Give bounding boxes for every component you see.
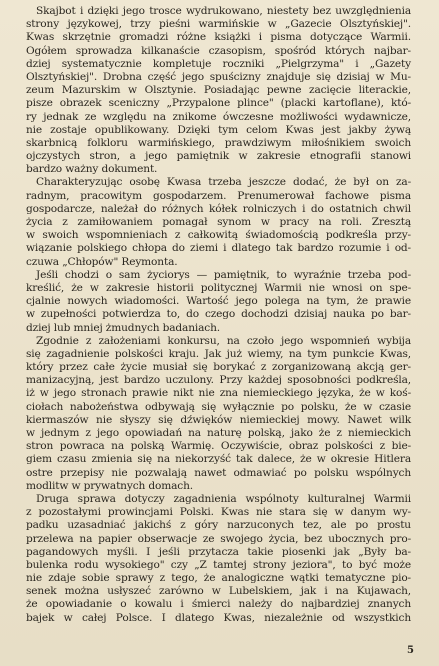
text-line: Olsztyńskiej". Drobna część jego spuścizny znajduje się dzisiaj w Mu-: [26, 70, 411, 83]
text-line: nie zostaje opublikowany. Dzięki tym celom Kwas jest jakby żywą: [26, 123, 411, 136]
text-line: kreślić, że w zakresie historii politycznej Warmii nie wnosi on spe-: [26, 281, 411, 294]
text-line: bulenka rodu wysokiego" czy „Z tamtej strony jeziora", to być może: [26, 558, 411, 571]
page-number: 5: [407, 645, 414, 656]
text-line: życia z zamiłowaniem pomagał synom w pracy na roli. Zresztą: [26, 216, 411, 228]
text-line: w swoich wspomnieniach z całkowitą świadomością podkreśla przy-: [26, 229, 411, 242]
text-line: stron powraca na polską Warmię. Oczywiście, obraz polskości z bie-: [26, 440, 411, 453]
text-line: Zgodnie z założeniami konkursu, na czoło jego wspomnień wybija: [36, 334, 411, 347]
text-line: nie zdaje sobie sprawy z tego, że analogiczne wątki tematyczne pio-: [26, 572, 411, 585]
text-line: radnym, pracowitym gospodarzem. Prenumerował fachowe pisma: [26, 189, 411, 202]
text-line: iż w jego stronach prawie nikt nie zna niemieckiego języka, że w koś-: [26, 387, 411, 400]
text-line: gospodarcze, należał do różnych kółek rolniczych i do ostatnich chwil: [26, 202, 411, 215]
paragraph: [26, 5, 411, 176]
text-line: pagandowych myśli. I jeśli przytacza takie piosenki jak „Były ba-: [26, 545, 411, 558]
text-line: Ogółem sprowadza kilkanaście czasopism, spośród których najbar-: [26, 44, 411, 57]
text-line: padku uzasadniać jakichś z góry narzuconych tez, ale po prostu: [26, 519, 411, 532]
text-line: w zupełności potwierdza to, do czego dochodzi dzisiaj nauka po bar-: [26, 308, 411, 321]
text-line: z pozostałymi prowincjami Polski. Kwas nie stara się w danym wy-: [26, 506, 411, 519]
text-line: w jednym z jego opowiadań na naturę polską, jako że z niemieckich: [26, 427, 411, 439]
paragraph: [26, 493, 411, 625]
text-line: czuwa „Chłopów" Reymonta.: [26, 255, 178, 268]
text-line: cjalnie nowych wiadomości. Wartość jego polega na tym, że prawie: [26, 295, 411, 308]
text-line: ostre przepisy nie pozwalają nawet odmawiać po polsku wspólnych: [26, 466, 411, 479]
text-line: pisze obrazek sceniczny „Przypalone plince" (placki kartoflane), któ-: [26, 97, 411, 110]
text-line: ciołach nabożeństwa odbywają się wyłącznie po polsku, że w czasie: [26, 400, 411, 413]
text-line: skarbnicą folkloru warmińskiego, prawdziwym miłośnikiem swoich: [26, 136, 411, 149]
text-line: ojczystych stron, a jego pamiętnik w zakresie etnografii stanowi: [26, 150, 411, 163]
text-line: który przez całe życie musiał się borykać z zorganizowaną akcją ger-: [26, 361, 411, 374]
text-line: kiermaszów nie słyszy się dźwięków niemieckiej mowy. Nawet wilk: [26, 413, 411, 426]
text-line: manizacyjną, jest bardzo uczulony. Przy każdej sposobności podkreśla,: [26, 374, 411, 387]
text-line: modlitw w prywatnych domach.: [26, 479, 193, 492]
text-line: Druga sprawa dotyczy zagadnienia wspólnoty kulturalnej Warmii: [36, 492, 411, 505]
text-line: Kwas skrzętnie gromadzi różne książki i pisma dotyczące Warmii.: [26, 31, 411, 44]
text-line: Jeśli chodzi o sam życiorys — pamiętnik, to wyraźnie trzeba pod-: [36, 268, 411, 281]
text-line: Charakteryzując osobę Kwasa trzeba jeszcze dodać, że był on za-: [36, 176, 411, 189]
text-line: ry jednak ze względu na znikome ówczesne możliwości wydawnicze,: [26, 110, 411, 123]
text-line: zeum Mazurskim w Olsztynie. Posiadając pewne zacięcie literackie,: [26, 84, 411, 97]
text-line: giem czasu zmienia się na niekorzyść tak dalece, że w okresie Hitlera: [26, 453, 411, 466]
text-line: dziej lub mniej żmudnych badaniach.: [26, 321, 220, 334]
paragraph: [26, 176, 411, 268]
text-line: bardzo ważny dokument.: [26, 163, 158, 176]
text-line: bajek w całej Polsce. I dlatego Kwas, niezależnie od wszystkich: [26, 611, 411, 624]
paragraph: [26, 335, 411, 493]
text-line: Skajbot i dzięki jego trosce wydrukowano, niestety bez uwzględnienia: [36, 5, 411, 17]
text-line: wiązanie polskiego chłopa do ziemi i dlatego tak bardzo rozumie i od-: [26, 242, 411, 255]
text-line: się zagadnienie polskości kraju. Jak już wiemy, na tym punkcie Kwas,: [26, 347, 411, 360]
text-line: dziej systematycznie kompletuje roczniki „Pielgrzyma" i „Gazety: [26, 57, 411, 70]
text-line: że opowiadanie o kowalu i śmierci należy do najbardziej znanych: [26, 598, 411, 611]
paragraph: [26, 269, 411, 335]
article-body: [26, 5, 411, 625]
text-line: strony językowej, trzy pieśni warmińskie w „Gazecie Olsztyńskiej".: [26, 18, 411, 31]
text-line: senek można usłyszeć zarówno w Lubelskiem, jak i na Kujawach,: [26, 585, 411, 598]
text-line: przelewa na papier obserwacje ze swojego życia, bez ubocznych pro-: [26, 532, 411, 545]
